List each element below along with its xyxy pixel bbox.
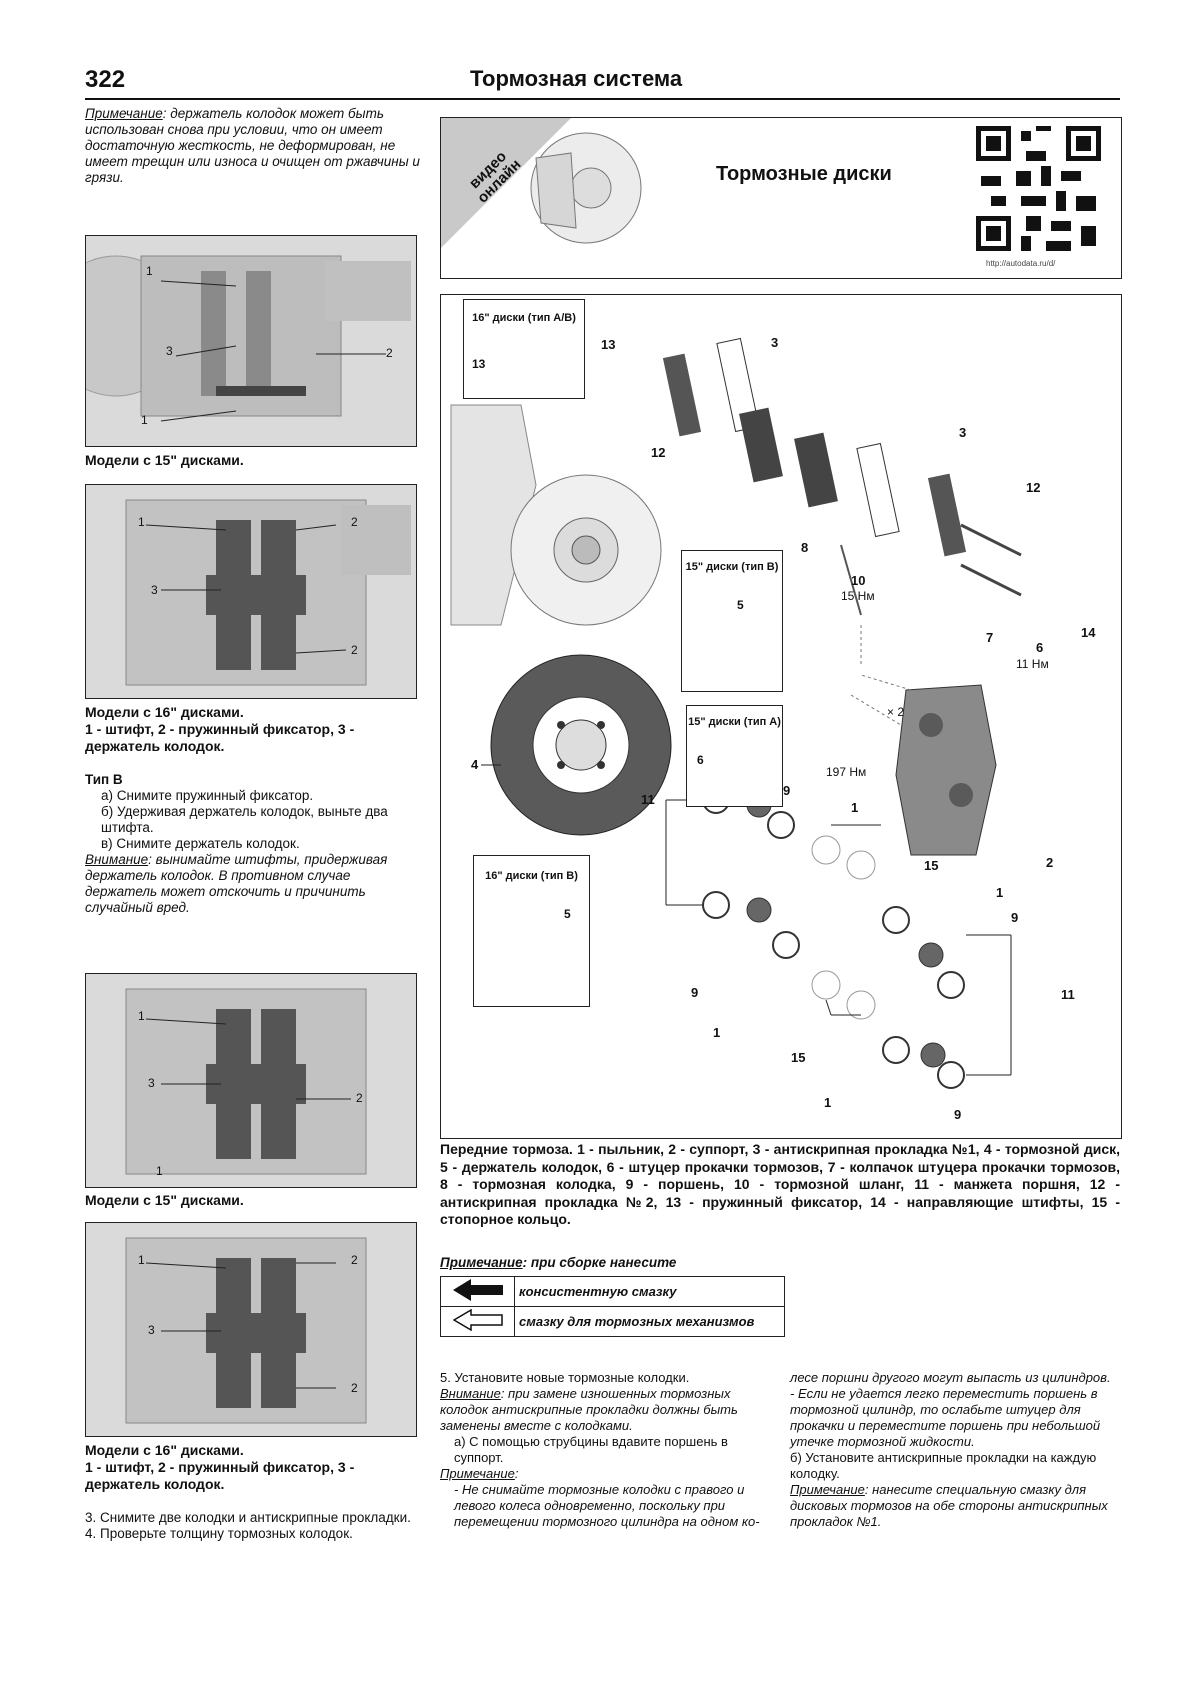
label-1: 1 [138,515,145,529]
part-label-6: 6 [1036,640,1044,655]
inset-15in-type-a [686,705,783,807]
torque-hose: 15 Нм [841,589,875,603]
video-banner[interactable] [440,117,1122,279]
label-2: 2 [351,1381,358,1395]
times-two: × 2 [887,705,905,719]
part-label-6: 6 [697,753,704,767]
assembly-note [440,1255,676,1271]
caliper-photo-4 [86,1223,416,1436]
part-label-3: 3 [771,335,779,350]
grease-row-2: смазку для тормозных механизмов [515,1307,785,1337]
pad-holder-note [85,106,420,186]
part-label-1: 1 [996,885,1004,900]
photo-16in-type-a [85,484,417,699]
fig4-caption-legend: 1 - штифт, 2 - пружинный фиксатор, 3 - держатель колодок. [85,1459,355,1492]
type-b-step: б) Удерживая держатель колодок, выньте два штифта. [101,804,388,835]
part-label-5: 5 [564,907,571,921]
part-label-7: 7 [986,630,994,645]
label-2: 2 [356,1091,363,1105]
page-number: 322 [85,66,126,93]
part-label-8: 8 [801,540,809,555]
inset-16in-type-b-title: 16" диски (тип B) [485,870,578,882]
part-label-14: 14 [1081,625,1096,640]
type-b-warning [85,852,420,916]
note-item-2: - Если не удается легко переместить поршень в тормозной цилиндр, то ослабьте штуцер для прокачки и переместите поршень при небольшой утечке тормозной жидкости. [790,1386,1101,1449]
torque-caliper: 197 Нм [826,765,867,779]
step-b: б) Установите антискрипные прокладки на каждую колодку. [790,1450,1097,1481]
step-3: 3. Снимите две колодки и антискрипные прокладки. [85,1510,411,1525]
fig2-caption [85,704,420,755]
part-label-12: 12 [651,445,666,460]
step-a: а) С помощью струбцины вдавите поршень в суппорт. [454,1434,728,1465]
brake-exploded-diagram [440,294,1122,1139]
video-url[interactable]: http://autodata.ru/d/ [986,259,1056,268]
label-3: 3 [151,583,158,597]
note-text: : нанесите специальную смазку для дисковых тормозов на обе стороны антискрипных прокладок №1. [790,1482,1108,1529]
type-b-step: в) Снимите держатель колодок. [101,836,300,851]
inset-15in-type-b-title: 15" диски (тип B) [685,561,779,573]
fig4-caption [85,1442,420,1493]
part-label-9: 9 [783,783,791,798]
type-b-section [85,772,420,916]
header-rule [85,98,1120,100]
label-2: 2 [351,643,358,657]
photo-15in-type-b [85,973,417,1188]
part-label-12: 12 [1026,480,1041,495]
warning-label: Внимание [85,852,149,867]
part-label-13: 13 [601,337,616,352]
label-1: 1 [141,413,148,427]
note-text: : [514,1466,519,1481]
warning-text: : при замене изношенных тормозных колодок антискрипные прокладки должны быть заменены вместе с колодками. [440,1386,738,1433]
photo-16in-type-b [85,1222,417,1437]
label-1: 1 [156,1164,163,1178]
video-title: Тормозные диски [716,163,892,185]
note-label: Примечание [790,1482,865,1497]
part-label-9: 9 [1011,910,1019,925]
label-2: 2 [351,1253,358,1267]
part-label-2: 2 [1046,855,1054,870]
video-badge: видео онлайн [465,147,525,207]
part-label-13: 13 [472,357,486,371]
part-label-9: 9 [691,985,699,1000]
part-label-11: 11 [641,792,655,807]
label-3: 3 [166,344,173,358]
part-label-9: 9 [954,1107,962,1122]
note-continuation: лесе поршни другого могут выпасть из цилиндров. [790,1370,1111,1385]
diagram-caption: Передние тормоза. 1 - пыльник, 2 - суппорт, 3 - антискрипная прокладка №1, 4 - тормозной диск, 5 - держатель колодок, 6 - штуцер прокачки тормозов, 7 - колпачок штуцера прокачки тормозов, 8 - тормозная колодка, 9 - поршень, 10 - тормозной шланг, 11 - манжета поршня, 12 - антискрипная прокладка №2, 13 - пружинный фиксатор, 14 - направляющие штифты, 15 - стопорное кольцо. [440,1141,1120,1227]
fig1-caption: Модели с 15" дисками. [85,452,244,468]
assembly-note-label: Примечание [440,1255,523,1270]
qr-code-icon[interactable] [976,126,1101,251]
grease-legend [440,1276,785,1337]
label-1: 1 [138,1009,145,1023]
caliper-photo-1 [86,236,416,446]
part-label-4: 4 [471,757,479,772]
filled-arrow-icon [441,1277,515,1307]
fig3-caption: Модели с 15" дисками. [85,1192,244,1208]
grease-note [790,1482,1120,1530]
label-2: 2 [386,346,393,360]
outline-arrow-icon [441,1307,515,1337]
assembly-note-text: : при сборке нанесите [522,1255,677,1270]
inset-15in-type-a-title: 15" диски (тип A) [688,716,781,728]
bottom-right-text [790,1370,1120,1530]
inset-15in-type-b [681,550,783,692]
caliper-photo-3 [86,974,416,1187]
label-2: 2 [351,515,358,529]
mid-note-item: - Не снимайте тормозные колодки с правого и левого колеса одновременно, поскольку при перемещении тормозного цилиндра на одном ко- [454,1482,760,1529]
inset-16in-type-b [473,855,590,1007]
type-b-heading: Тип B [85,772,123,787]
photo-15in-type-a [85,235,417,447]
note-label: Примечание [85,106,163,121]
note-text: : держатель колодок может быть использован снова при условии, что он имеет достаточную жесткость, не деформирован, не имеет трещин или износа и очищен от ржавчины и грязи. [85,106,420,185]
grease-row-1: консистентную смазку [515,1277,785,1307]
label-1: 1 [138,1253,145,1267]
fig4-caption-title: Модели с 16" дисками. [85,1442,244,1458]
label-3: 3 [148,1076,155,1090]
part-label-10: 10 [851,573,866,588]
bottom-mid-text [440,1370,775,1530]
part-label-3: 3 [959,425,967,440]
part-label-1: 1 [851,800,859,815]
part-label-15: 15 [791,1050,806,1065]
steps-3-4 [85,1510,420,1542]
part-label-11: 11 [1061,987,1075,1002]
part-label-15: 15 [924,858,939,873]
page-title: Тормозная система [470,66,683,91]
caliper-photo-2 [86,485,416,698]
step-5: 5. Установите новые тормозные колодки. [440,1370,690,1385]
part-label-1: 1 [713,1025,721,1040]
part-label-1: 1 [824,1095,832,1110]
label-1: 1 [146,264,153,278]
part-label-5: 5 [737,598,744,612]
warning-text: : вынимайте штифты, придерживая держатель колодок. В противном случае держатель может отскочить и причинить случайный вред. [85,852,388,915]
inset-16in-type-ab-title: 16" диски (тип A/B) [472,312,576,324]
mid-note [440,1466,775,1482]
warning-label: Внимание [440,1386,501,1401]
step-4: 4. Проверьте толщину тормозных колодок. [85,1526,353,1541]
fig2-caption-legend: 1 - штифт, 2 - пружинный фиксатор, 3 - держатель колодок. [85,721,355,754]
fig2-caption-title: Модели с 16" дисками. [85,704,244,720]
label-3: 3 [148,1323,155,1337]
replace-warning [440,1386,775,1434]
note-label: Примечание [440,1466,515,1481]
type-b-step: а) Снимите пружинный фиксатор. [101,788,314,803]
inset-16in-type-ab [463,299,585,399]
torque-bleeder: 11 Нм [1016,657,1049,671]
